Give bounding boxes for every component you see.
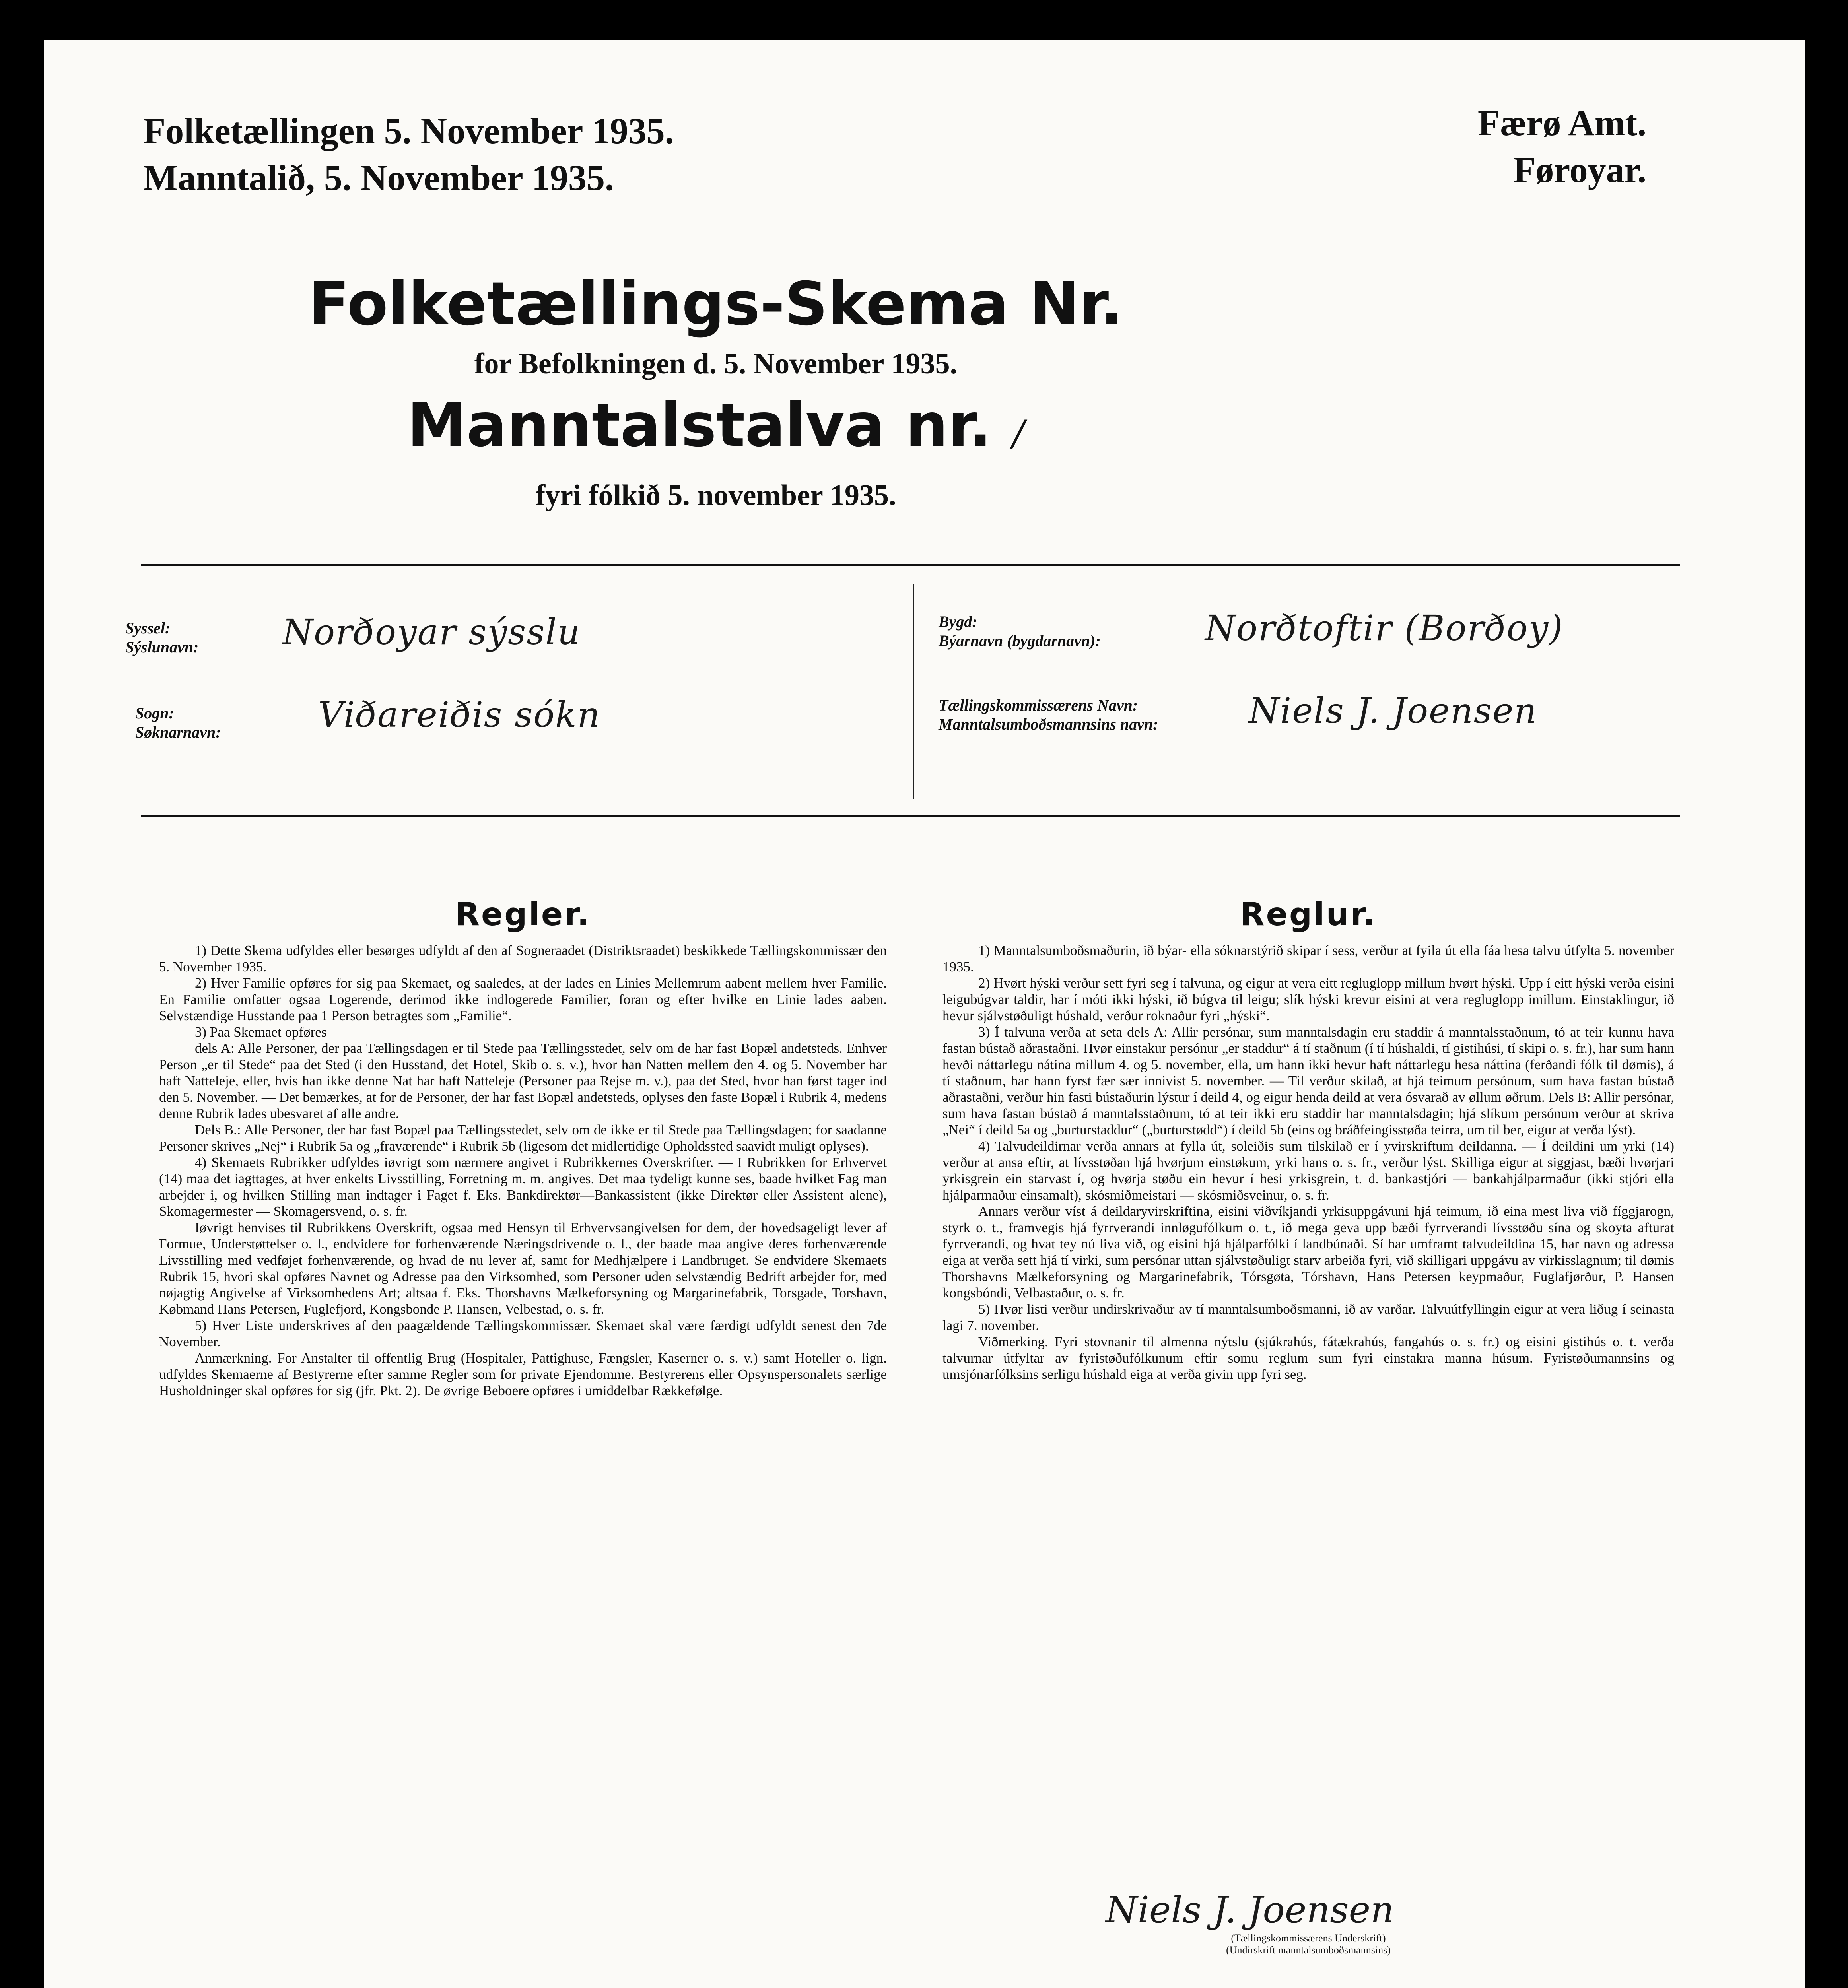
regler-column xyxy=(159,942,887,1399)
regler-paragraph: 5) Hver Liste underskrives af den paagældende Tællingskommissær. Skemaet skal være færdigt udfyldt senest den 7de November. xyxy=(159,1318,887,1349)
title-block xyxy=(44,266,1388,517)
syssel-value: Norðoyar sýsslu xyxy=(282,612,581,652)
form-subtitle-danish: for Befolkningen d. 5. November 1935. xyxy=(474,348,958,380)
reglur-paragraph: Annars verður víst á deildaryvirskriftina, eisini viðvíkjandi yrkisuppgávuni hjá teimum, ið eina mest liva við fíggjarogn, styrk o. t., framvegis hjá fyrrverandi innløgufólkum o. t., ið mega geva upp bæði fyrrverandi lívsstøðu sína og skoyta afturat fyrrverandi, og hvat tey nú liva við, og eisini hjá hjálparfólki í landbúnaði. Sí har umframt talvudeildina 15, har navn og adressa eiga at verða sett hjá tí virki, sum persónar uttan sjálvstøðuligt starv arbeiða fyri, við skilligari uppgávu av virkisslagnum; til dømis Thorshavns Mælkeforsyning og Margarinefabrik, Tórsgøta, Tórshavn, Hans Petersen keypmaður, Fuglafjørður, P. Hansen kongsbóndi, Velbastaður, o. s. fr. xyxy=(942,1204,1674,1301)
regler-paragraph: Dels B.: Alle Personer, der har fast Bopæl paa Tællingsstedet, selv om de ikke er til Stede paa Tællingsdagen; for saadanne Personer skrives „Nej“ i Rubrik 5a og „fraværende“ i Rubrik 5b (ligesom det midlertidige Opholdssted saavidt muligt oplyses). xyxy=(159,1122,887,1154)
regler-paragraph: 3) Paa Skemaet opføres xyxy=(195,1024,327,1040)
bygd-label: Bygd: Býarnavn (bygdarnavn): xyxy=(939,613,1101,650)
bygd-value: Norðtoftir (Borðoy) xyxy=(1205,608,1564,648)
syssel-label: Syssel: Sýslunavn: xyxy=(125,619,199,656)
sogn-value: Viðareiðis sókn xyxy=(318,694,601,735)
top-divider xyxy=(141,564,1680,566)
regler-paragraph: Anmærkning. For Anstalter til offentlig Brug (Hospitaler, Pattighuse, Fængsler, Kaserner o. s. v.) samt Hoteller o. lign. udfyldes Skemaerne af Bestyrerne efter samme Regler som for private Ejendomme. Bestyrerens eller Opsynspersonalets særlige Husholdninger skal opføres for sig (jfr. Pkt. 2). De øvrige Beboere opføres i umiddelbar Rækkefølge. xyxy=(159,1350,887,1398)
form-title-faroese xyxy=(44,386,1388,474)
reglur-paragraph: 1) Manntalsumboðsmaðurin, ið býar- ella sóknarstýrið skipar í sess, verður at fyila út ella fáa hesa talvu útfylta 5. november 1935. xyxy=(942,943,1674,975)
regler-paragraph: Iøvrigt henvises til Rubrikkens Overskrift, ogsaa med Hensyn til Erhvervsangivelsen for dem, der hovedsageligt lever af Formue, Understøttelser o. l., endvidere for forhenværende Næringsdrivende o. l., der baade maa angive deres forhenværende Livsstilling med vedføjet forhenværende, og hvad de nu lever af, samt for Medhjælpere i Landbruget. Se endvidere Skemaets Rubrik 15, hvori skal opføres Navnet og Adresse paa den Virksomhed, som Personer uden selvstændig Bedrift arbejder for, med nøjagtig Angivelse af Virksomhedens Art; altsaa f. Eks. Thorshavns Mælkeforsyning og Margarinefabrik, Torsgade, Torshavn, Købmand Hans Petersen, Fuglefjord, Kongsbonde P. Hansen, Velbestad, o. s. fr. xyxy=(159,1220,887,1317)
regler-paragraph: 2) Hver Familie opføres for sig paa Skemaet, og saaledes, at der lades en Linies Mellemrum aabent mellem hver Familie. En Familie omfatter ogsaa Logerende, derimod ikke indlogerede Familier, foran og efter hvilke en Linie lades aaben. Selvstændige Husstande paa 1 Person betragtes som „Familie“. xyxy=(159,975,887,1023)
regler-paragraph: dels A: Alle Personer, der paa Tællingsdagen er til Stede paa Tællingsstedet, selv om de har fast Bopæl andetsteds. Enhver Person „er til Stede“ paa det Sted (i den Husstand, det Hotel, Skib o. s. v.), hvor han Natten mellem den 4. og 5. November har haft Natteleje, eller, hvis han ikke denne Nat har haft Natteleje (Personer paa Rejse m. v.), paa det Sted, hvor han først tager ind den 5. November. — Det bemærkes, at for de Personer, der har fast Bopæl andetsteds, oplyses den faste Bopæl i Rubrik 4, medens denne Rubrik lades ubesvaret af alle andre. xyxy=(159,1041,887,1121)
reglur-title: Reglur. xyxy=(1240,896,1377,933)
census-form-page xyxy=(44,40,1805,1988)
header-census-danish: Folketællingen 5. November 1935. xyxy=(143,111,674,151)
signature-caption: (Tællingskommissærens Underskrift) (Undirskrift manntalsumboðsmannsins) xyxy=(1226,1932,1391,1956)
reglur-column xyxy=(942,942,1674,1382)
header-county-faroese: Føroyar. xyxy=(1513,149,1646,190)
regler-paragraph: 1) Dette Skema udfyldes eller besørges udfyldt af den af Sogneraadet (Distriktsraadet) beskikkede Tællingskommissær den 5. November 1935. xyxy=(159,943,887,975)
reglur-paragraph: 4) Talvudeildirnar verða annars at fylla út, soleiðis sum tilskilað er í yvirskriftum deildanna. — Í deildini um yrki (14) verður at ansa eftir, at lívsstøðan hjá hvørjum einstøkum, yrki hans o. s. fr., verður lýst. Skilliga eigur at siggjast, bæði hvørjari yrkisgrein ein starvast í, og hvørja støðu ein hevur í hesi yrkisgrein, t. d. bankastjóri — bankahjálparmaður (ikki stjóri ella hjálparmaður einsamalt), skósmiðmeistari — skósmiðsveinur, o. s. fr. xyxy=(942,1138,1674,1203)
regler-paragraph: 4) Skemaets Rubrikker udfyldes iøvrigt som nærmere angivet i Rubrikkernes Overskrifter. — I Rubrikken for Erhvervet (14) maa det iagttages, at hver enkelts Livsstilling, Forretning m. m. angives. Det maa tydeligt kunne ses, baade hvilket Fag man arbejder i, og hvilken Stilling man indtager i Faget f. Eks. Bankdirektør—Bankassistent (ikke Direktør eller Assistent alene), Skomagermester — Skomagersvend, o. s. fr. xyxy=(159,1155,887,1219)
header-county-danish: Færø Amt. xyxy=(1477,103,1646,143)
form-title-faroese-text: Manntalstalva nr. xyxy=(407,391,992,460)
header-left xyxy=(143,107,674,201)
kommissaer-label: Tællingskommissærens Navn: Manntalsumboðsmannsins navn: xyxy=(939,696,1158,733)
form-number-handwritten: / xyxy=(1012,413,1025,454)
reglur-paragraph: 5) Hvør listi verður undirskrivaður av tí manntalsumboðsmanni, ið av varðar. Talvuútfyllingin eigur at vera liðug í seinasta lagi 7. november. xyxy=(942,1301,1674,1333)
header-right xyxy=(1478,99,1646,193)
form-title-danish: Folketællings-Skema Nr. xyxy=(309,270,1123,339)
signature-handwritten: Niels J. Joensen xyxy=(1106,1889,1394,1931)
header-census-faroese: Manntalið, 5. November 1935. xyxy=(143,157,614,198)
regler-title: Regler. xyxy=(455,896,591,933)
form-subtitle-faroese: fyri fólkið 5. november 1935. xyxy=(535,479,896,512)
reglur-paragraph: Viðmerking. Fyri stovnanir til almenna nýtslu (sjúkrahús, fátækrahús, fangahús o. s. fr.) og eisini gistihús o. t. verða talvurnar útfyltar av fyristøðufólkunum eftir somu reglum sum fyri einstakra manna húsum. Fyristøðumannsins og umsjónarfólksins serligu húshald eiga at verða givin upp fyri seg. xyxy=(942,1334,1674,1382)
middle-divider xyxy=(141,815,1680,817)
field-divider xyxy=(913,584,914,799)
kommissaer-value: Niels J. Joensen xyxy=(1249,690,1537,731)
reglur-paragraph: 3) Í talvuna verða at seta dels A: Allir persónar, sum manntalsdagin eru staddir á manntalsstaðnum, tó at teir kunnu hava fastan bústað aðrastaðni. Hvør einstakur persónur „er staddur“ á tí staðnum (í tí húshaldi, tí gistihúsi, tí skipi o. s. fr.), har sum hann hevði náttarlegu nátina millum 4. og 5. november, ella, um hann ikki hevur haft náttarlegu hesa náttina (ferðandi fólk til dømis), á tí staðnum, har hann fyrst fær sær innivist 5. november. — Til verður skilað, at hjá teimum persónum, sum hava fastan bústað aðrastaðni, verður hin fasti bústaðurin lýstur í deild 4, og eigur henda deild at vera ósvarað av øllum øðrum. Dels B: Allir persónar, sum hava fastan bústað á manntalsstaðnum, tó at teir ikki eru staddir har manntalsdagin; hjá slíkum persónum verður at skriva „Nei“ í deild 5a og „burturstaddur“ („burturstødd“) í deild 5b (eins og bráðfeingisstøða teirra, um til ber, eigur at verða lýst). xyxy=(942,1024,1674,1138)
sogn-label: Sogn: Søknarnavn: xyxy=(135,704,221,741)
reglur-paragraph: 2) Hvørt hýski verður sett fyri seg í talvuna, og eigur at vera eitt regluglopp millum hvørt hýski. Upp í eitt hýski verða eisini leigubúgvar taldir, har í móti ikki hýski, ið búgva til leigu; slík hýski krevur eisini at vera regluglopp imillum. Einstaklingur, ið hevur sjálvstøðuligt húshald, verður roknaður fyri „hýski“. xyxy=(942,975,1674,1023)
